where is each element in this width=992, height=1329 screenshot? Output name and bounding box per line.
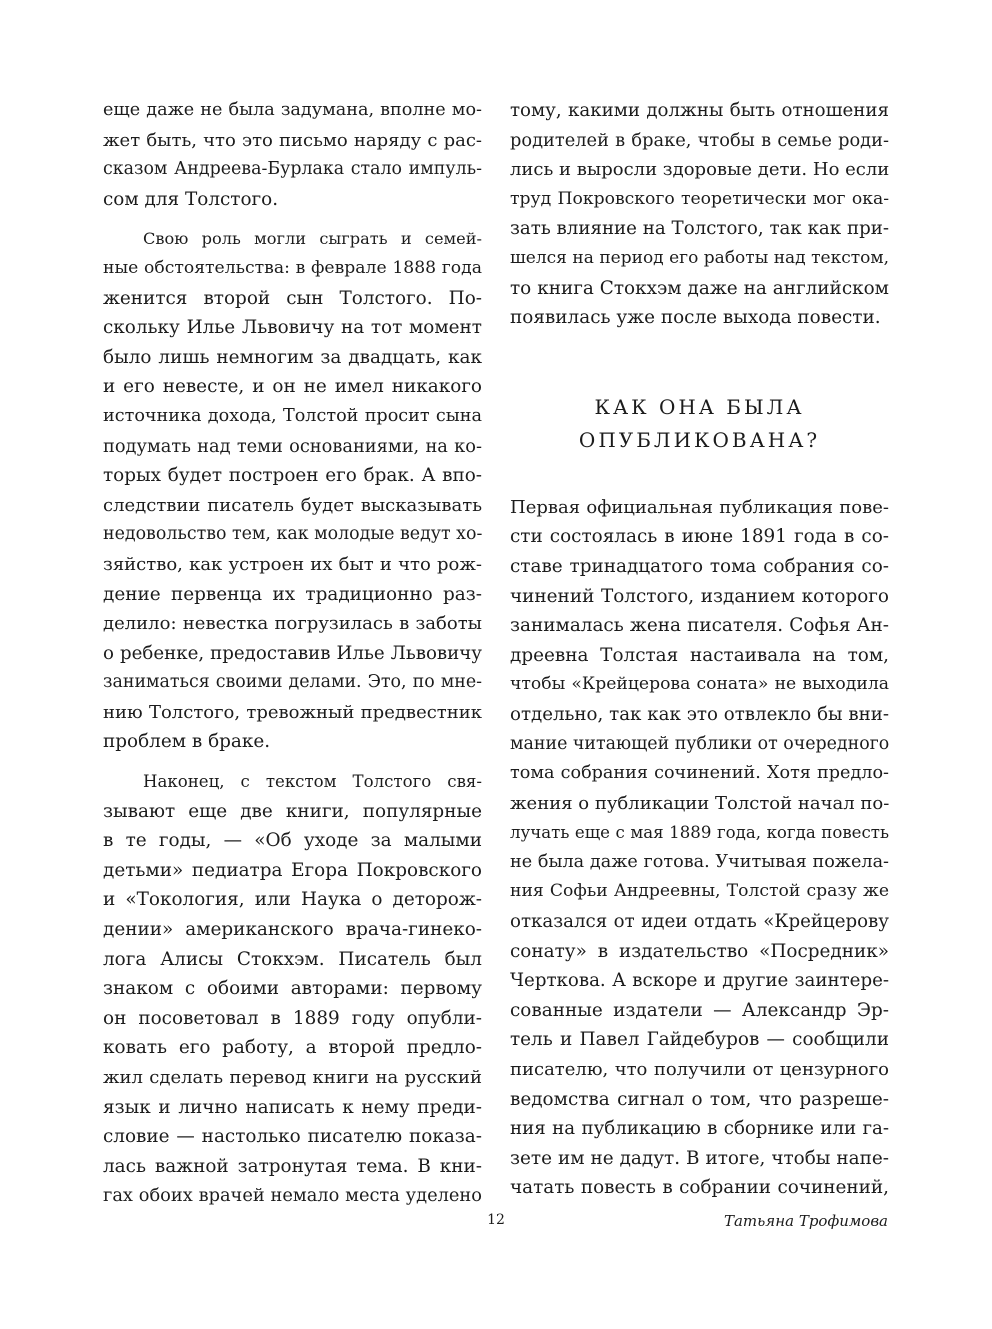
running-footer-author: Татьяна Трофимова bbox=[723, 1212, 888, 1230]
text-line: торых будет построен его брак. А впо- bbox=[103, 465, 482, 487]
text-line: появилась уже после выхода повести. bbox=[510, 307, 881, 329]
text-line: еще даже не была задумана, вполне мо- bbox=[103, 100, 482, 120]
text-line: сти состоялась в июне 1891 года в со- bbox=[510, 526, 889, 548]
text-line: мание читающей публики от очередного bbox=[510, 733, 890, 754]
text-line: не была даже готова. Учитывая пожела- bbox=[510, 851, 889, 872]
text-line: ведомства сигнал о том, что разреше- bbox=[510, 1088, 889, 1110]
text-line: сом для Толстого. bbox=[103, 188, 279, 210]
text-line: сованные издатели — Александр Эр- bbox=[510, 999, 889, 1021]
text-line: дение первенца их традиционно раз- bbox=[103, 583, 482, 605]
text-line: лись и выросли здоровые дети. Но если bbox=[510, 159, 890, 181]
text-line: было лишь немногим за двадцать, как bbox=[103, 346, 482, 368]
text-line: зяйство, как устроен их быт и что рож- bbox=[103, 553, 482, 575]
text-line: отдельно, так как это отвлекло бы вни- bbox=[510, 703, 889, 725]
page-number: 12 bbox=[487, 1212, 505, 1228]
text-line: делило: невестка погрузилась в заботы bbox=[103, 613, 482, 635]
text-line: занималась жена писателя. Софья Ан- bbox=[510, 615, 889, 637]
text-line: родителей в браке, чтобы в семье роди- bbox=[510, 129, 889, 151]
paragraph bbox=[103, 767, 482, 1211]
text-line: лась важной затронутая тема. В кни- bbox=[103, 1155, 482, 1177]
text-line: жения о публикации Толстой начал по- bbox=[510, 792, 890, 814]
text-line: заниматься своими делами. Это, по мне- bbox=[103, 672, 482, 693]
paragraph bbox=[510, 493, 889, 1203]
text-line: зывают еще две книги, популярные bbox=[103, 800, 482, 822]
text-line: словие — настолько писателю показа- bbox=[103, 1126, 482, 1148]
text-line: лучать еще с мая 1889 года, когда повесть bbox=[510, 823, 889, 843]
text-line: недовольство тем, как молодые ведут хо- bbox=[103, 524, 483, 545]
text-line: и его невесте, и он не имел никакого bbox=[103, 376, 482, 398]
text-line: чинений Толстого, изданием которого bbox=[510, 585, 889, 607]
text-line: ния на публикацию в сборнике или га- bbox=[510, 1118, 889, 1140]
text-line: сказом Андреева-Бурлака стало импуль- bbox=[103, 159, 482, 180]
text-line: зать влияние на Толстого, так как при- bbox=[510, 218, 889, 240]
text-line: шелся на период его работы над текстом, bbox=[510, 247, 889, 268]
left-column bbox=[103, 96, 482, 1211]
text-line: тома собрания сочинений. Хотя предло- bbox=[510, 763, 889, 784]
text-line: Первая официальная публикация пове- bbox=[510, 496, 889, 518]
text-line: жет быть, что это письмо наряду с рас- bbox=[103, 129, 482, 151]
text-line: язык и лично написать к нему преди- bbox=[103, 1096, 482, 1118]
text-line: о ребенке, предоставив Илье Львовичу bbox=[103, 642, 482, 664]
text-line: писателю, что получили от цензурного bbox=[510, 1059, 889, 1081]
text-line: лога Алисы Стокхэм. Писатель был bbox=[103, 948, 482, 970]
right-column bbox=[510, 96, 889, 1203]
text-line: тому, какими должны быть отношения bbox=[510, 100, 889, 121]
text-line: Наконец, с текстом Толстого свя- bbox=[143, 772, 482, 792]
paragraph bbox=[510, 96, 889, 333]
text-line: в те годы, — «Об уходе за малыми bbox=[103, 830, 482, 852]
text-line: ния Софьи Андреевны, Толстой сразу же bbox=[510, 881, 889, 902]
text-line: зете им не дадут. В итоге, чтобы напе- bbox=[510, 1147, 889, 1169]
heading-line: КАК ОНА БЫЛА bbox=[594, 394, 805, 419]
text-line: дении» американского врача-гинеко- bbox=[103, 919, 482, 941]
text-line: Свою роль могли сыграть и семей- bbox=[143, 229, 482, 249]
paragraph bbox=[103, 96, 482, 214]
text-line: источника дохода, Толстой просит сына bbox=[103, 405, 482, 426]
text-line: Черткова. А вскоре и другие заинтере- bbox=[510, 970, 889, 992]
text-line: труд Покровского теоретически мог ока- bbox=[510, 188, 889, 209]
text-line: дреевна Толстая настаивала на том, bbox=[510, 644, 889, 666]
text-line: ные обстоятельства: в феврале 1888 года bbox=[103, 257, 482, 278]
text-line: знаком с обоими авторами: первому bbox=[103, 978, 482, 1000]
text-line: нию Толстого, тревожный предвестник bbox=[103, 701, 482, 723]
paragraph bbox=[103, 224, 482, 757]
heading-line: ОПУБЛИКОВАНА? bbox=[578, 427, 821, 452]
text-line: скольку Илье Львовичу на тот момент bbox=[103, 317, 482, 339]
text-line: следствии писатель будет высказывать bbox=[103, 494, 482, 516]
text-line: чтобы «Крейцерова соната» не выходила bbox=[510, 674, 889, 695]
text-line: ковать его работу, а второй предло- bbox=[103, 1037, 482, 1059]
text-line: он посоветовал в 1889 году опубли- bbox=[103, 1007, 482, 1029]
text-line: сонату» в издательство «Посредник» bbox=[510, 940, 889, 962]
text-line: женится второй сын Толстого. По- bbox=[103, 287, 482, 309]
text-line: подумать над теми основаниями, на ко- bbox=[103, 435, 482, 457]
text-line: чатать повесть в собрании сочинений, bbox=[510, 1177, 889, 1199]
text-line: проблем в браке. bbox=[103, 731, 271, 753]
text-line: и «Токология, или Наука о деторож- bbox=[103, 889, 482, 911]
text-line: отказался от идеи отдать «Крейцерову bbox=[510, 911, 889, 933]
text-line: детьми» педиатра Егора Покровского bbox=[103, 859, 482, 881]
text-line: то книга Стокхэм даже на английском bbox=[510, 277, 889, 299]
text-line: тель и Павел Гайдебуров — сообщили bbox=[510, 1029, 889, 1051]
text-line: ставе тринадцатого тома собрания со- bbox=[510, 555, 889, 577]
section-heading bbox=[510, 391, 889, 457]
text-line: гах обоих врачей немало места уделено bbox=[103, 1185, 482, 1207]
text-line: жил сделать перевод книги на русский bbox=[103, 1067, 482, 1088]
